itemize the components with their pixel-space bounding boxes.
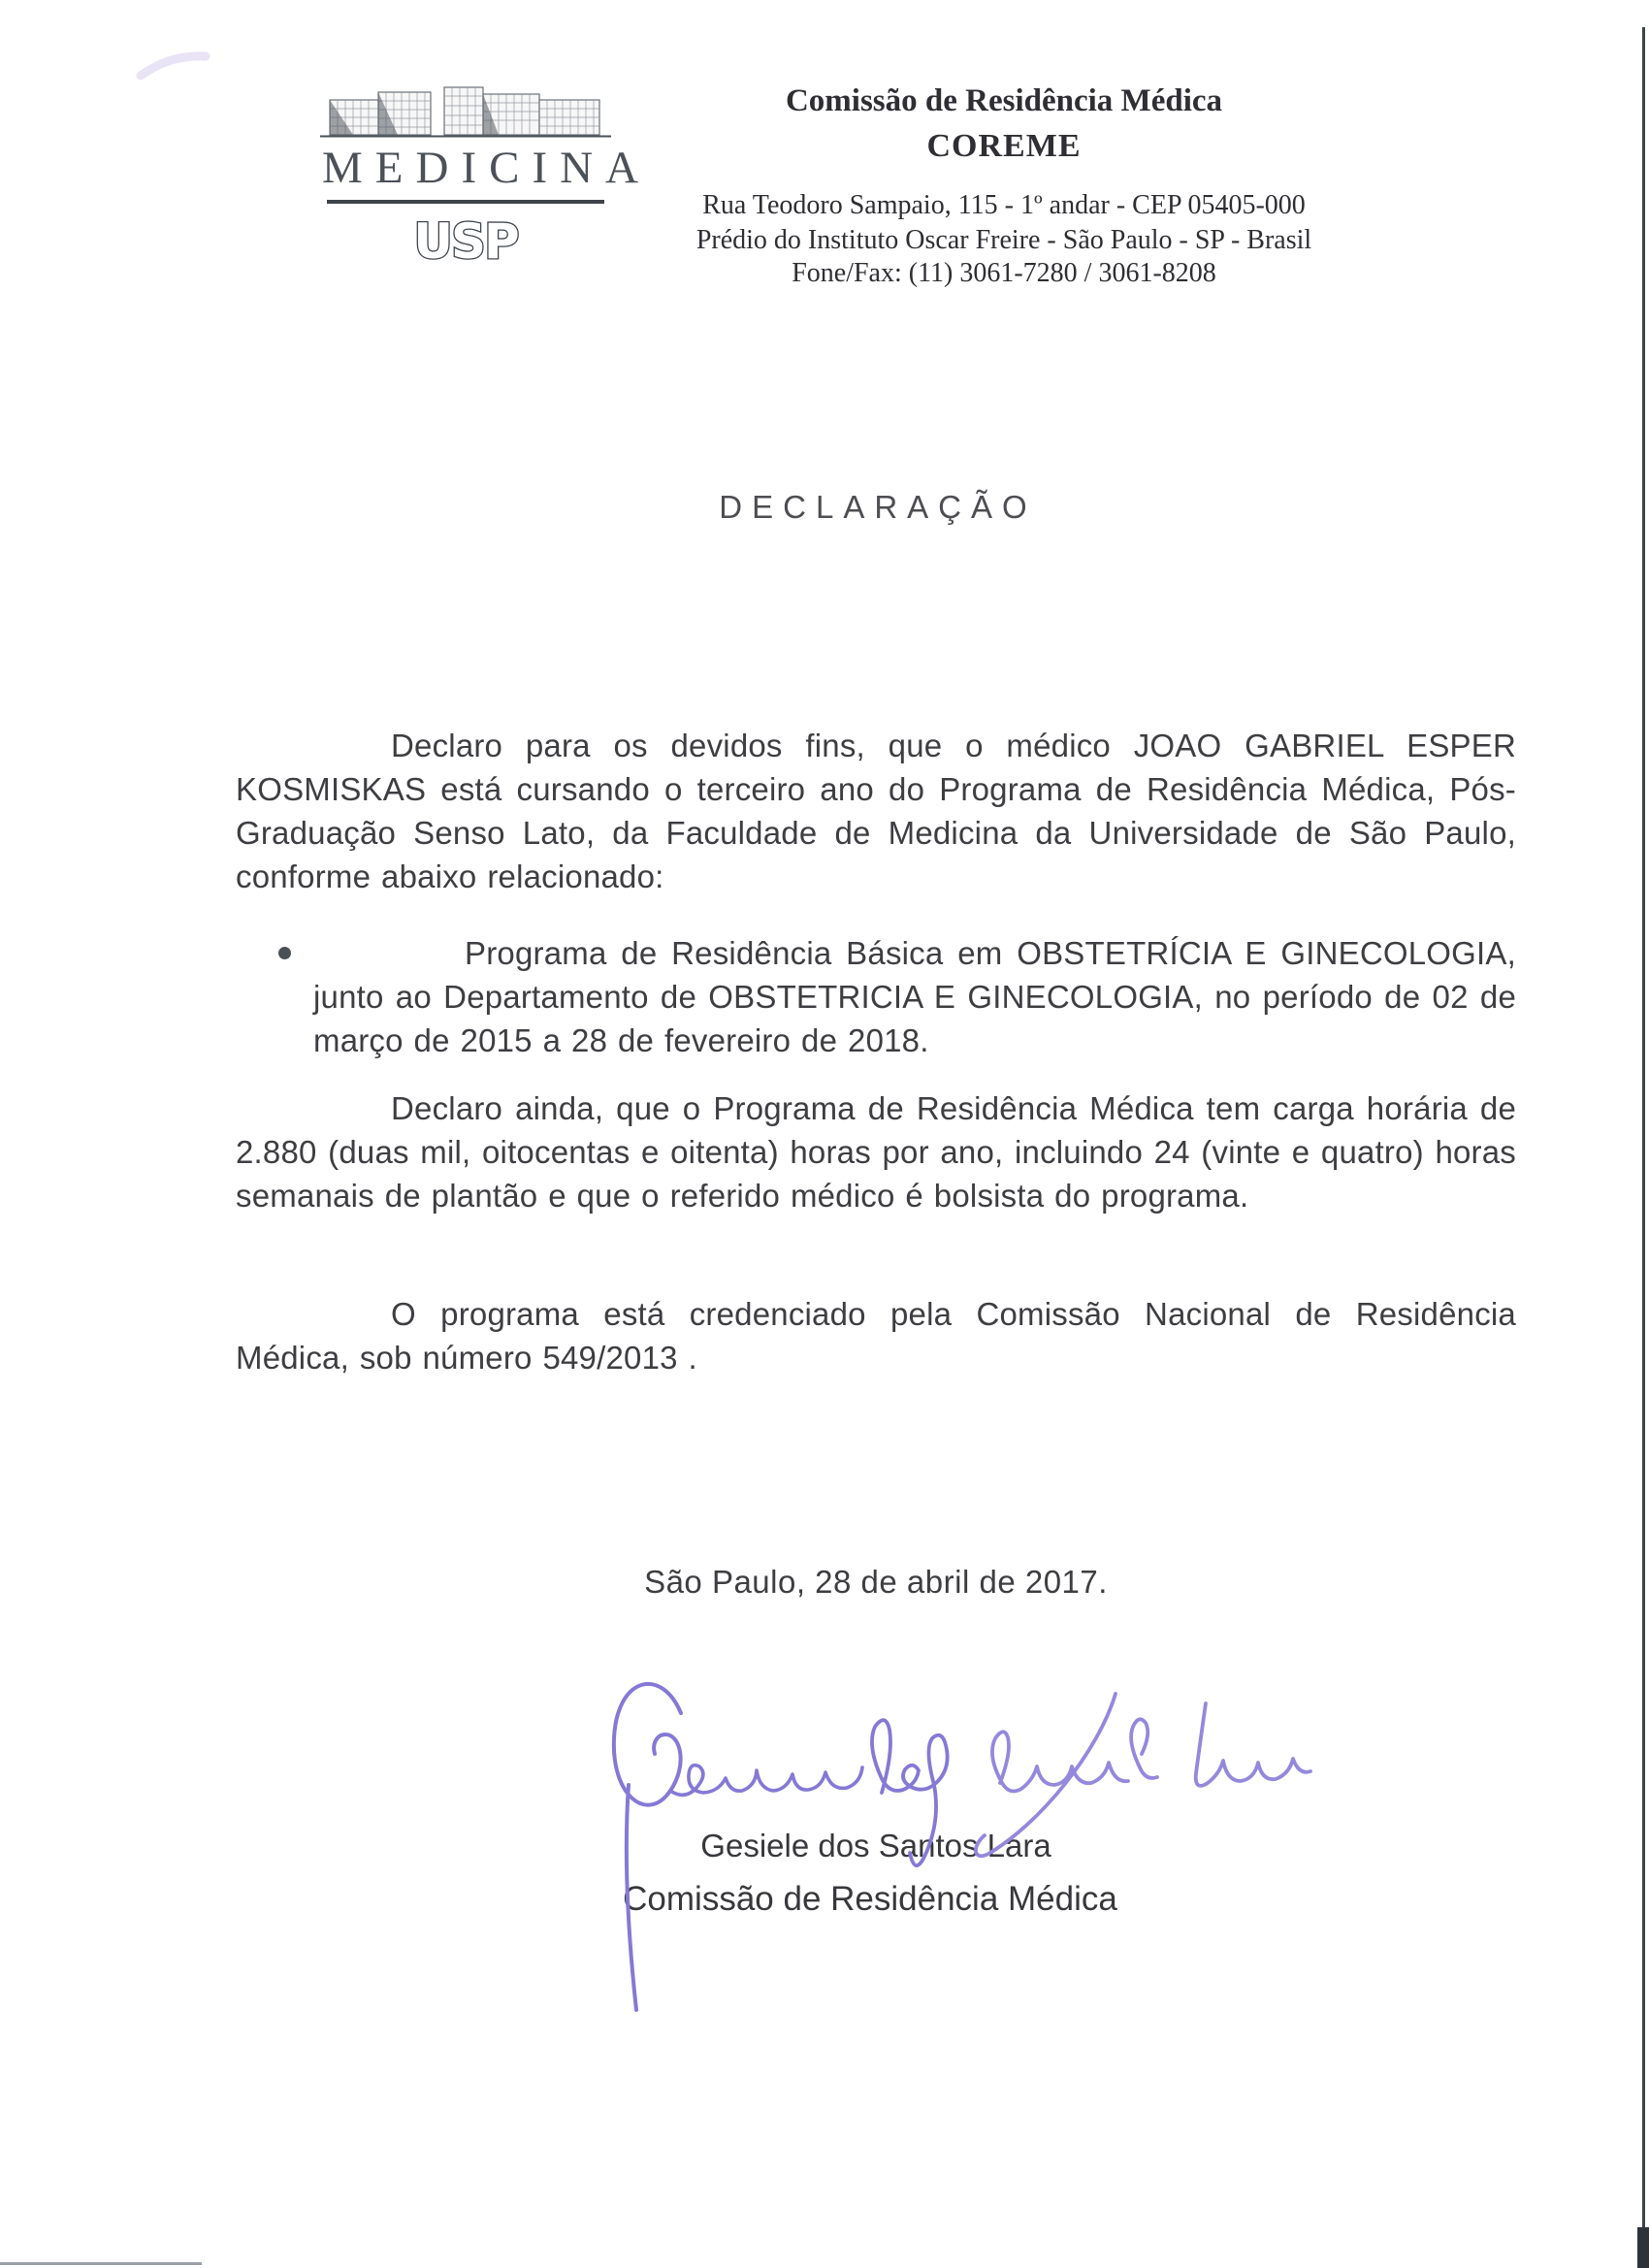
logo-divider-line xyxy=(327,200,604,204)
usp-wordmark: USP xyxy=(413,213,518,270)
document-title: DECLARAÇÃO xyxy=(719,489,1037,525)
bullet-icon xyxy=(278,947,291,959)
scan-edge-line xyxy=(1642,27,1645,2268)
organization-abbreviation: COREME xyxy=(926,128,1082,164)
scan-smudge-mark xyxy=(0,0,252,107)
handwritten-signature-ink xyxy=(572,1637,1329,2025)
city-date-line: São Paulo, 28 de abril de 2017. xyxy=(644,1564,1108,1600)
medicina-wordmark: MEDICINA xyxy=(322,143,651,193)
paragraph-workload: Declaro ainda, que o Programa de Residência Médica tem carga horária de 2.880 (duas mil, oitocentas e oitenta) horas por ano, incluindo 24 (vinte e quatro) horas semanais de plantão e que o referido médico é bolsista do programa. xyxy=(236,1090,1516,1214)
scan-corner-mark xyxy=(1637,2227,1649,2268)
address-line-1: Rua Teodoro Sampaio, 115 - 1º andar - CEP 05405-000 xyxy=(702,190,1306,220)
medicina-usp-logo xyxy=(312,81,651,276)
phone-fax-line: Fone/Fax: (11) 3061-7280 / 3061-8208 xyxy=(792,258,1216,288)
paragraph-accreditation: O programa está credenciado pela Comissão Nacional de Residência Médica, sob número 549/2013 . xyxy=(236,1296,1516,1376)
program-bullet-item xyxy=(236,931,1516,1062)
signer-name: Gesiele dos Santos Lara xyxy=(700,1828,1051,1863)
usp-logo-icon xyxy=(412,210,519,272)
scan-bottom-line xyxy=(0,2262,202,2265)
program-bullet-text: Programa de Residência Básica em OBSTETRÍCIA E GINECOLOGIA, junto ao Departamento de OBSTETRICIA E GINECOLOGIA, no período de 02 de março de 2015 a 28 de fevereiro de 2018. xyxy=(313,935,1516,1058)
building-sketch-icon xyxy=(320,81,611,140)
organization-name: Comissão de Residência Médica xyxy=(785,83,1223,118)
signer-title: Comissão de Residência Médica xyxy=(623,1880,1117,1918)
paragraph-declaration: Declaro para os devidos fins, que o médico JOAO GABRIEL ESPER KOSMISKAS está cursando o terceiro ano do Programa de Residência Médica, Pós-Graduação Senso Lato, da Faculdade de Medicina da Universidade de São Paulo, conforme abaixo relacionado: xyxy=(236,728,1516,894)
address-line-2: Prédio do Instituto Oscar Freire - São Paulo - SP - Brasil xyxy=(695,225,1312,255)
